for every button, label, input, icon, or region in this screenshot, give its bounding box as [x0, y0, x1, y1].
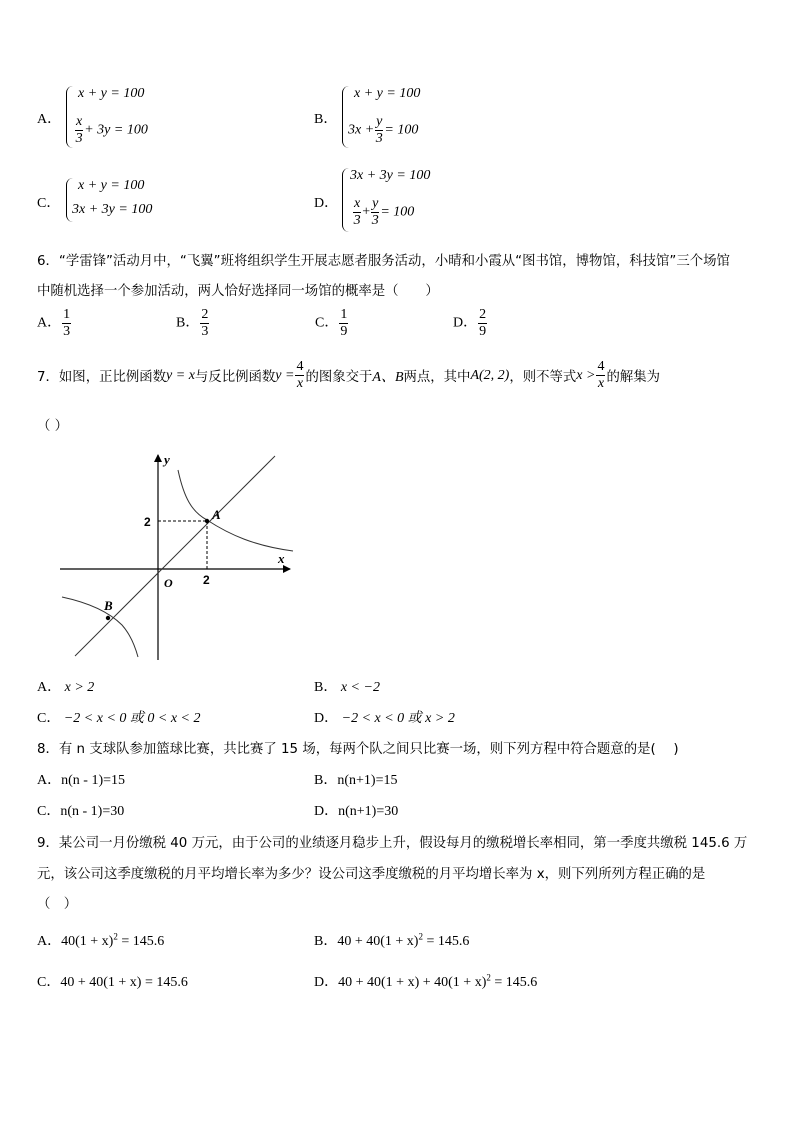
y-label: y — [164, 452, 170, 467]
q7-option-d: D． −2 < x < 0 或 x > 2 — [314, 711, 455, 726]
option-label: A． — [37, 112, 62, 127]
hyperbola-branch-1 — [178, 470, 293, 551]
q7-option-b: B． x < −2 — [314, 680, 380, 695]
question-text: 8．有 n 支球队参加篮球比赛，共比赛了 15 场，每两个队之间只比赛一场，则下列方程中符合题意的是( ) — [37, 742, 679, 757]
origin-label: O — [164, 576, 173, 590]
q8-option-a: A．n(n - 1)=15 — [37, 773, 126, 788]
q6-option-c: C． $\frac{1}{9}$ — [315, 307, 348, 339]
point-b-label: B — [104, 598, 113, 613]
q6-option-a: A． $\frac{1}{3}$ — [37, 307, 71, 339]
x-axis-arrow — [283, 565, 291, 573]
q8-option-b: B．n(n+1)=15 — [314, 773, 398, 788]
q7-option-c: C． −2 < x < 0 或 0 < x < 2 — [37, 711, 201, 726]
question-text: 7．如图，正比例函数 y = x 与反比例函数 y = $\frac{4}{x}$ 的图象交于 A、B 两点，其中 A(2, 2) ，则不等式 x > $\frac{4}{x}$ 的解集为 — [37, 359, 661, 391]
brace — [66, 86, 73, 148]
equation: 3x + $\frac{y}{3}$ = 100 — [348, 114, 419, 146]
y-axis-arrow — [154, 454, 162, 462]
answer-paren: （ ） — [37, 419, 69, 434]
point-b — [106, 616, 110, 620]
q9-option-b: B．$40 + 40(1 + x)^2 = 145.6$ — [314, 931, 470, 949]
q6-option-d: D． $\frac{2}{9}$ — [453, 307, 487, 339]
option-label: C． — [37, 196, 61, 211]
q9-option-c: C．40 + 40(1 + x) = 145.6 — [37, 975, 188, 990]
answer-paren: （ ） — [37, 897, 78, 912]
line-y-equals-x — [75, 456, 275, 656]
equation: $\frac{x}{3}$ + 3y = 100 — [75, 114, 148, 146]
q6-option-b: B． $\frac{2}{3}$ — [176, 307, 209, 339]
function-graph — [60, 450, 300, 660]
question-text: 元，该公司这季度缴税的月平均增长率为多少？设公司这季度缴税的月平均增长率为 x，则下列所列方程正确的是 — [37, 867, 706, 882]
equation: x + y = 100 — [354, 86, 421, 101]
equation: x + y = 100 — [78, 178, 145, 193]
equation: x + y = 100 — [78, 86, 145, 101]
tick-x-label: 2 — [203, 573, 210, 587]
brace — [342, 168, 349, 232]
q8-option-d: D．n(n+1)=30 — [314, 804, 399, 819]
option-label: D． — [314, 196, 339, 211]
question-text: 中随机选择一个参加活动，两人恰好选择同一场馆的概率是（ ） — [37, 284, 439, 299]
point-a — [205, 519, 209, 523]
q9-option-d: D．$40 + 40(1 + x) + 40(1 + x)^2 = 145.6$ — [314, 972, 538, 990]
q8-option-c: C．n(n - 1)=30 — [37, 804, 125, 819]
q7-option-a: A． x > 2 — [37, 680, 95, 695]
question-text: 9．某公司一月份缴税 40 万元，由于公司的业绩逐月稳步上升，假设每月的缴税增长率相同，第一季度共缴税 145.6 万 — [37, 836, 748, 851]
q9-option-a: A．$40(1 + x)^2 = 145.6$ — [37, 931, 165, 949]
option-label: B． — [314, 112, 338, 127]
question-text: 6．“学雷锋”活动月中，“飞翼”班将组织学生开展志愿者服务活动，小晴和小霞从“图书馆，博物馆，科技馆”三个场馆 — [37, 254, 730, 269]
equation: 3x + 3y = 100 — [72, 202, 153, 217]
tick-y-label: 2 — [144, 515, 151, 529]
equation: $\frac{x}{3}$ + $\frac{y}{3}$ = 100 — [353, 196, 415, 228]
x-label: x — [278, 551, 285, 566]
hyperbola-branch-2 — [62, 597, 138, 657]
equation: 3x + 3y = 100 — [350, 168, 431, 183]
point-a-label: A — [212, 507, 221, 522]
